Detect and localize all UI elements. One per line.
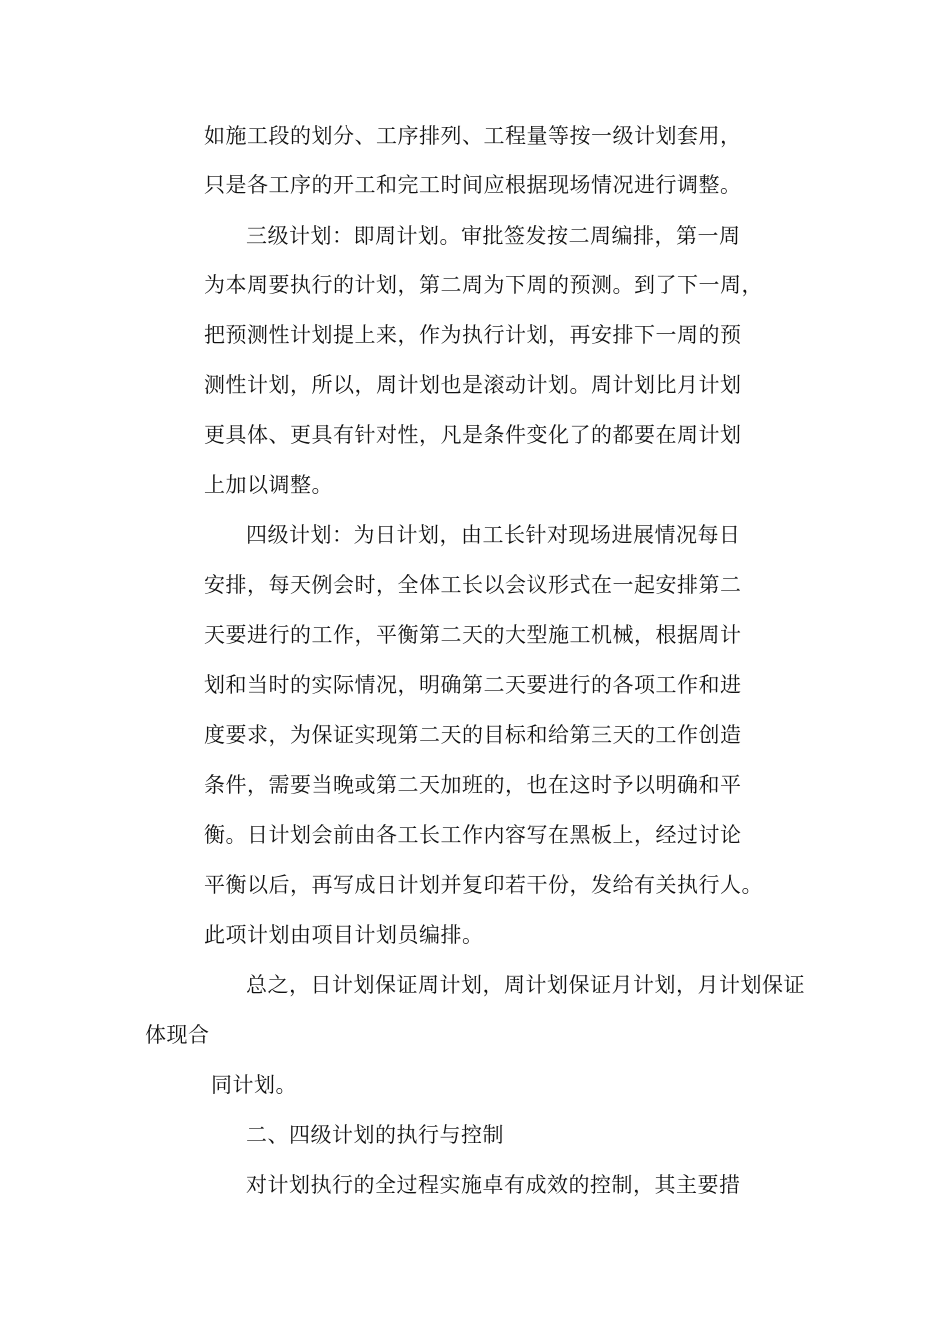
text-line-13: 度要求，为保证实现第二天的目标和给第三天的工作创造 (204, 723, 742, 747)
text-line-3: 三级计划：即周计划。审批签发按二周编排，第一周 (246, 224, 741, 248)
text-line-11: 天要进行的工作，平衡第二天的大型施工机械，根据周计 (204, 623, 742, 647)
text-line-16: 平衡以后，再写成日计划并复印若干份，发给有关执行人。 (204, 873, 763, 897)
text-line-6: 测性计划，所以，周计划也是滚动计划。周计划比月计划 (204, 373, 742, 397)
text-line-4: 为本周要执行的计划，第二周为下周的预测。到了下一周， (204, 273, 763, 297)
text-line-7: 更具体、更具有针对性，凡是条件变化了的都要在周计划 (204, 423, 742, 447)
text-line-2: 只是各工序的开工和完工时间应根据现场情况进行调整。 (204, 173, 742, 197)
text-line-15: 衡。日计划会前由各工长工作内容写在黑板上，经过讨论 (204, 823, 742, 847)
text-line-20: 同计划。 (211, 1073, 297, 1097)
text-line-5: 把预测性计划提上来，作为执行计划，再安排下一周的预 (204, 323, 742, 347)
text-line-17: 此项计划由项目计划员编排。 (204, 923, 484, 947)
text-line-12: 划和当时的实际情况，明确第二天要进行的各项工作和进 (204, 673, 742, 697)
text-line-10: 安排，每天例会时，全体工长以会议形式在一起安排第二 (204, 573, 742, 597)
text-line-9: 四级计划：为日计划，由工长针对现场进展情况每日 (246, 523, 741, 547)
text-line-14: 条件，需要当晚或第二天加班的，也在这时予以明确和平 (204, 773, 742, 797)
text-line-1: 如施工段的划分、工序排列、工程量等按一级计划套用， (204, 124, 742, 148)
section-heading: 二、四级计划的执行与控制 (246, 1123, 504, 1147)
text-line-22: 对计划执行的全过程实施卓有成效的控制，其主要措 (246, 1173, 741, 1197)
text-line-18: 总之，日计划保证周计划，周计划保证月计划，月计划保证 (246, 973, 805, 997)
text-line-8: 上加以调整。 (204, 473, 333, 497)
text-line-19: 体现合 (145, 1023, 210, 1047)
